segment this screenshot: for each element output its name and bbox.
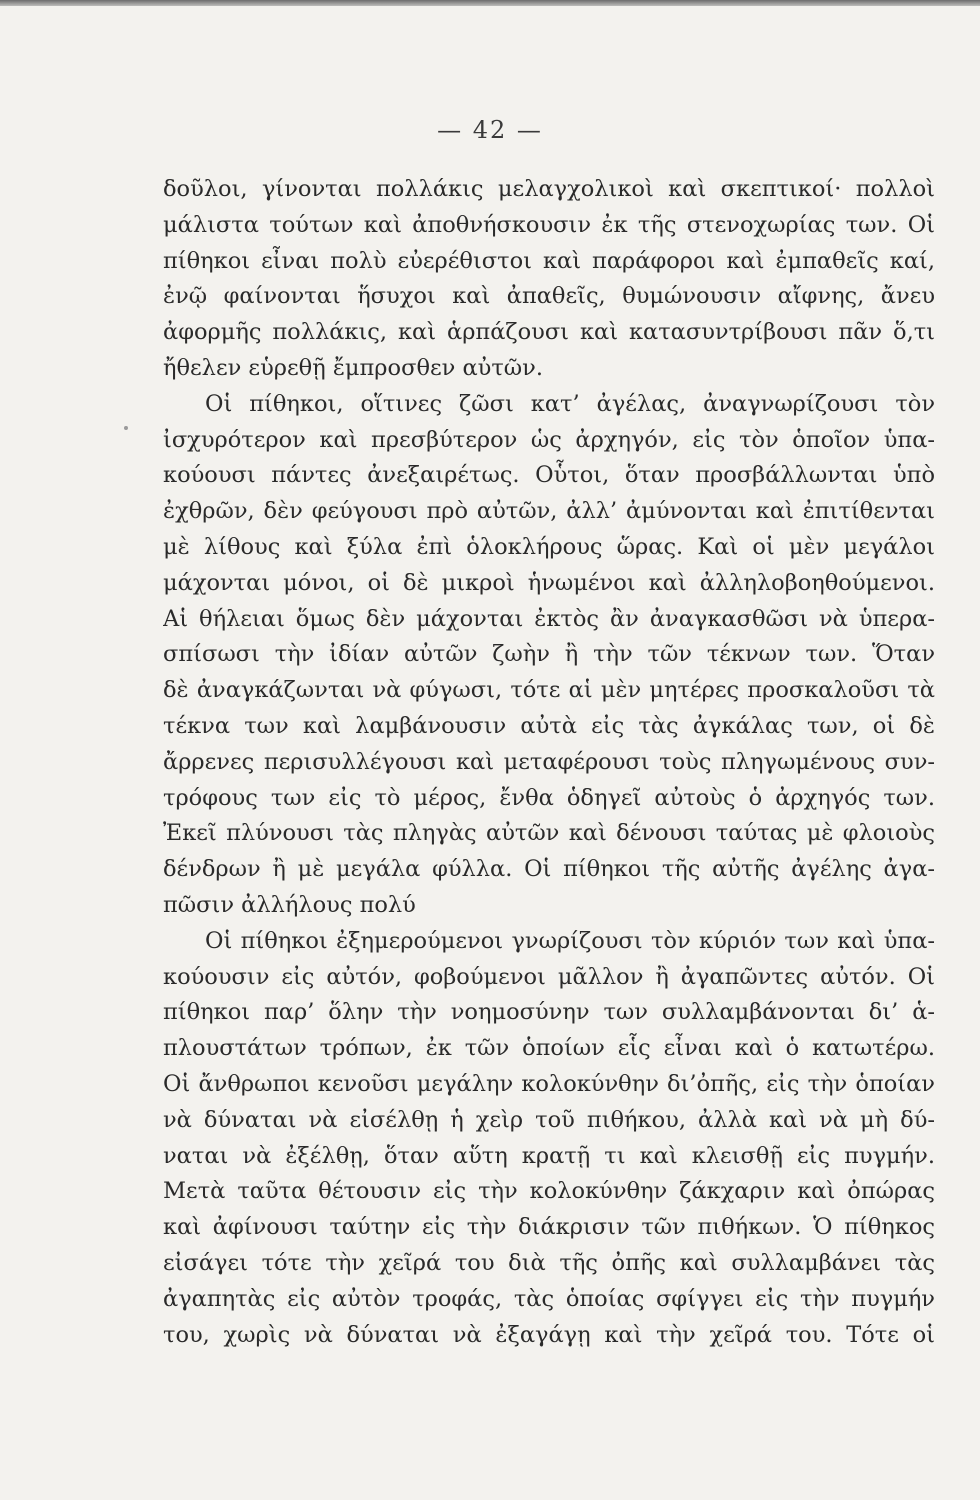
text-line: Οἱ πίθηκοι, οἵτινες ζῶσι κατ’ ἀγέλας, ἀναγνωρίζουσι τὸν	[205, 390, 935, 417]
text-line: δένδρων ἢ μὲ μεγάλα φύλλα. Οἱ πίθηκοι τῆς αὐτῆς ἀγέλης ἀγα-	[163, 856, 935, 883]
text-line: ναται νὰ ἐξέλθῃ, ὅταν αὕτη κρατῇ τι καὶ κλεισθῇ εἰς πυγμήν.	[163, 1142, 935, 1169]
text-line: δοῦλοι, γίνονται πολλάκις μελαγχολικοὶ καὶ σκεπτικοί· πολλοὶ	[163, 176, 935, 202]
text-line: Αἱ θήλειαι ὅμως δὲν μάχονται ἐκτὸς ἂν ἀναγκασθῶσι νὰ ὑπερα-	[163, 605, 935, 632]
text-line: ἄρρενες περισυλλέγουσι καὶ μεταφέρουσι τοὺς πληγωμένους συν-	[163, 748, 935, 775]
text-line: τέκνα των καὶ λαμβάνουσιν αὐτὰ εἰς τὰς ἀγκάλας των, οἱ δὲ	[163, 712, 935, 739]
text-line: πίθηκοι εἶναι πολὺ εὐερέθιστοι καὶ παράφοροι καὶ ἐμπαθεῖς καί,	[163, 247, 935, 274]
text-line: ἤθελεν εὑρεθῇ ἔμπροσθεν αὐτῶν.	[163, 354, 543, 381]
text-line: μὲ λίθους καὶ ξύλα ἐπὶ ὁλοκλήρους ὥρας. Καὶ οἱ μὲν μεγάλοι	[163, 533, 935, 560]
body-text	[163, 172, 935, 1353]
text-line: ἐχθρῶν, δὲν φεύγουσι πρὸ αὐτῶν, ἀλλ’ ἀμύνονται καὶ ἐπιτίθενται	[163, 498, 935, 525]
margin-mark	[124, 426, 128, 430]
text-line: σπίσωσι τὴν ἰδίαν αὐτῶν ζωὴν ἢ τὴν τῶν τέκνων των. Ὅταν	[163, 641, 935, 668]
text-line: κούουσι πάντες ἀνεξαιρέτως. Οὗτοι, ὅταν προσβάλλωνται ὑπὸ	[163, 462, 935, 489]
text-line: Ἐκεῖ πλύνουσι τὰς πληγὰς αὐτῶν καὶ δένουσι ταύτας μὲ φλοιοὺς	[163, 820, 935, 847]
text-line: του, χωρὶς νὰ δύναται νὰ ἐξαγάγῃ καὶ τὴν χεῖρά του. Τότε οἱ	[163, 1321, 935, 1348]
text-line: ἀφορμῆς πολλάκις, καὶ ἁρπάζουσι καὶ κατασυντρίβουσι πᾶν ὅ,τι	[163, 319, 935, 346]
text-line: κούουσιν εἰς αὐτόν, φοβούμενοι μᾶλλον ἢ ἀγαπῶντες αὐτόν. Οἱ	[163, 963, 935, 990]
text-line: πίθηκοι παρ’ ὅλην τὴν νοημοσύνην των συλλαμβάνονται δι’ ἁ-	[163, 999, 935, 1026]
text-line: ἐνῷ φαίνονται ἥσυχοι καὶ ἀπαθεῖς, θυμώνουσιν αἴφνης, ἄνευ	[163, 283, 935, 310]
text-line: Οἱ πίθηκοι ἐξημερούμενοι γνωρίζουσι τὸν κύριόν των καὶ ὑπα-	[205, 927, 935, 954]
text-line: τρόφους των εἰς τὸ μέρος, ἔνθα ὁδηγεῖ αὐτοὺς ὁ ἀρχηγός των.	[163, 784, 935, 811]
text-line: δὲ ἀναγκάζωνται νὰ φύγωσι, τότε αἱ μὲν μητέρες προσκαλοῦσι τὰ	[163, 677, 935, 704]
text-line: Μετὰ ταῦτα θέτουσιν εἰς τὴν κολοκύνθην ζάκχαριν καὶ ὀπώρας	[163, 1178, 935, 1205]
text-line: καὶ ἀφίνουσι ταύτην εἰς τὴν διάκρισιν τῶν πιθήκων. Ὁ πίθηκος	[163, 1214, 935, 1241]
text-line: πλουστάτων τρόπων, ἐκ τῶν ὁποίων εἷς εἶναι καὶ ὁ κατωτέρω.	[163, 1035, 935, 1062]
text-line: ἀγαπητὰς εἰς αὐτὸν τροφάς, τὰς ὁποίας σφίγγει εἰς τὴν πυγμήν	[163, 1285, 935, 1312]
text-line: νὰ δύναται νὰ εἰσέλθῃ ἡ χεὶρ τοῦ πιθήκου, ἀλλὰ καὶ νὰ μὴ δύ-	[163, 1106, 935, 1133]
text-line: μάχονται μόνοι, οἱ δὲ μικροὶ ἡνωμένοι καὶ ἀλληλοβοηθούμενοι.	[163, 569, 935, 596]
text-line: μάλιστα τούτων καὶ ἀποθνήσκουσιν ἐκ τῆς στενοχωρίας των. Οἱ	[163, 211, 935, 238]
text-line: ἰσχυρότερον καὶ πρεσβύτερον ὡς ἀρχηγόν, εἰς τὸν ὁποῖον ὑπα-	[163, 426, 935, 453]
page-number: — 42 —	[437, 116, 543, 144]
text-line: πῶσιν ἀλλήλους πολύ	[163, 891, 416, 918]
text-line: εἰσάγει τότε τὴν χεῖρά του διὰ τῆς ὀπῆς καὶ συλλαμβάνει τὰς	[163, 1249, 935, 1276]
text-line: Οἱ ἄνθρωποι κενοῦσι μεγάλην κολοκύνθην δι’ὀπῆς, εἰς τὴν ὁποίαν	[163, 1070, 935, 1097]
